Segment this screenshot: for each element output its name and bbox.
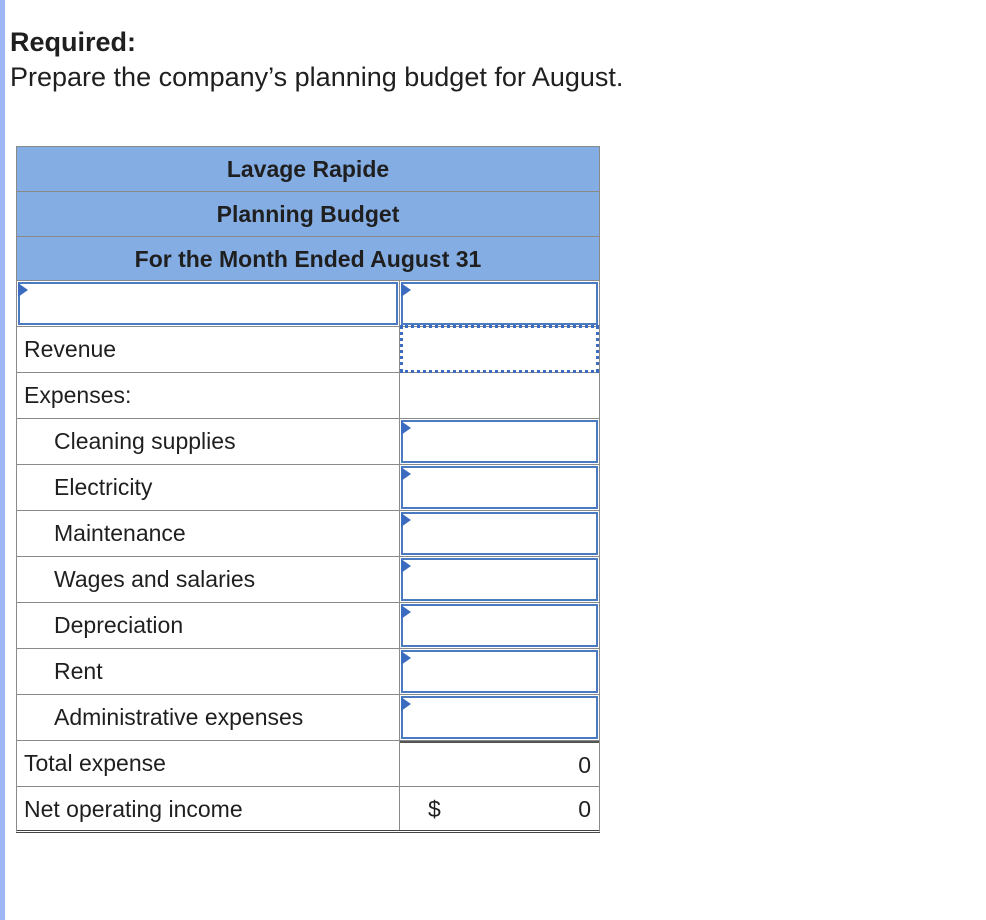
dropdown-marker-icon: [401, 513, 411, 527]
dropdown-marker-icon: [401, 421, 411, 435]
revenue-input[interactable]: [400, 325, 599, 373]
dropdown-marker-icon: [401, 605, 411, 619]
expense-row-cleaning-supplies: [16, 419, 600, 465]
activity-row: [16, 281, 600, 327]
administrative-expenses-input[interactable]: [401, 696, 598, 739]
total-expense-row: [16, 741, 600, 787]
expense-label: Electricity: [17, 465, 400, 510]
expense-label: Wages and salaries: [17, 557, 400, 602]
wages-and-salaries-input[interactable]: [401, 558, 598, 601]
expense-amount-cell: [400, 511, 599, 556]
total-expense-value: 0: [578, 752, 591, 778]
expense-label: Depreciation: [17, 603, 400, 648]
revenue-amount-cell: [400, 327, 599, 372]
electricity-input[interactable]: [401, 466, 598, 509]
rent-input[interactable]: [401, 650, 598, 693]
dropdown-marker-icon: [401, 651, 411, 665]
dropdown-marker-icon: [401, 283, 411, 297]
company-name: Lavage Rapide: [16, 146, 600, 191]
net-operating-income-row: [16, 787, 600, 833]
expense-label: Rent: [17, 649, 400, 694]
expense-row-electricity: [16, 465, 600, 511]
expense-amount-cell: [400, 603, 599, 648]
maintenance-input[interactable]: [401, 512, 598, 555]
expense-label: Cleaning supplies: [17, 419, 400, 464]
expenses-header-row: [16, 373, 600, 419]
planning-budget-table: [16, 146, 600, 833]
expense-row-maintenance: [16, 511, 600, 557]
dropdown-marker-icon: [401, 559, 411, 573]
expense-label: Administrative expenses: [17, 695, 400, 740]
required-instructions: Prepare the company’s planning budget for August.: [10, 62, 624, 92]
revenue-row: [16, 327, 600, 373]
net-operating-income-amount-cell: [400, 787, 599, 830]
expense-row-rent: [16, 649, 600, 695]
left-accent-bar: [0, 0, 5, 920]
expense-amount-cell: [400, 419, 599, 464]
expense-row-depreciation: [16, 603, 600, 649]
required-heading: Required:: [10, 27, 137, 57]
expenses-amount-cell: [400, 373, 599, 418]
expenses-label: Expenses:: [17, 373, 400, 418]
activity-label-input[interactable]: [18, 282, 398, 325]
cleaning-supplies-input[interactable]: [401, 420, 598, 463]
activity-amount-cell: [400, 281, 599, 326]
total-expense-amount-cell: [400, 741, 599, 786]
revenue-label: Revenue: [17, 327, 400, 372]
expense-row-administrative-expenses: [16, 695, 600, 741]
report-period: For the Month Ended August 31: [16, 236, 600, 281]
expense-label: Maintenance: [17, 511, 400, 556]
currency-symbol: $: [428, 796, 441, 822]
activity-amount-input[interactable]: [401, 282, 598, 325]
net-operating-income-label: Net operating income: [17, 787, 400, 830]
expense-amount-cell: [400, 465, 599, 510]
expense-amount-cell: [400, 557, 599, 602]
dropdown-marker-icon: [401, 467, 411, 481]
net-operating-income-value: 0: [578, 796, 591, 822]
depreciation-input[interactable]: [401, 604, 598, 647]
report-title: Planning Budget: [16, 191, 600, 236]
total-expense-label: Total expense: [17, 741, 400, 786]
activity-label-cell: [17, 281, 400, 326]
expense-row-wages-and-salaries: [16, 557, 600, 603]
expense-amount-cell: [400, 695, 599, 740]
expense-amount-cell: [400, 649, 599, 694]
dropdown-marker-icon: [18, 283, 28, 297]
dropdown-marker-icon: [401, 697, 411, 711]
